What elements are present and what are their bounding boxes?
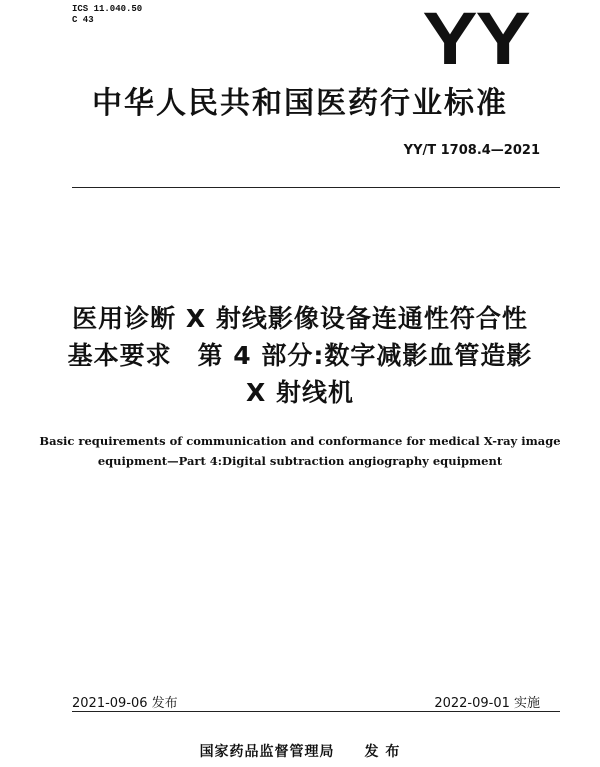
ccs-code: C 43 <box>72 15 94 25</box>
title-cn-line-1: 医用诊断 X 射线影像设备连通性符合性 <box>72 304 528 333</box>
implementation-date: 2022-09-01 实施 <box>434 696 540 711</box>
issuing-authority: 国家药品监督管理局 发 布 <box>199 744 401 760</box>
title-en-line-1: Basic requirements of communication and conformance for medical X-ray image <box>39 434 561 448</box>
bottom-divider <box>72 711 560 712</box>
ics-code: ICS 11.040.50 <box>72 4 143 14</box>
standard-number: YY/T 1708.4—2021 <box>403 143 540 158</box>
issue-date: 2021-09-06 发布 <box>72 696 178 711</box>
title-en-line-2: equipment—Part 4:Digital subtraction angiography equipment <box>97 454 503 468</box>
yy-logo: YY <box>422 0 529 80</box>
title-cn-line-2: 基本要求 第 4 部分:数字减影血管造影 <box>67 341 533 370</box>
top-divider <box>72 187 560 188</box>
standard-category: 中华人民共和国医药行业标准 <box>92 86 508 121</box>
title-cn-line-3: X 射线机 <box>246 378 354 407</box>
